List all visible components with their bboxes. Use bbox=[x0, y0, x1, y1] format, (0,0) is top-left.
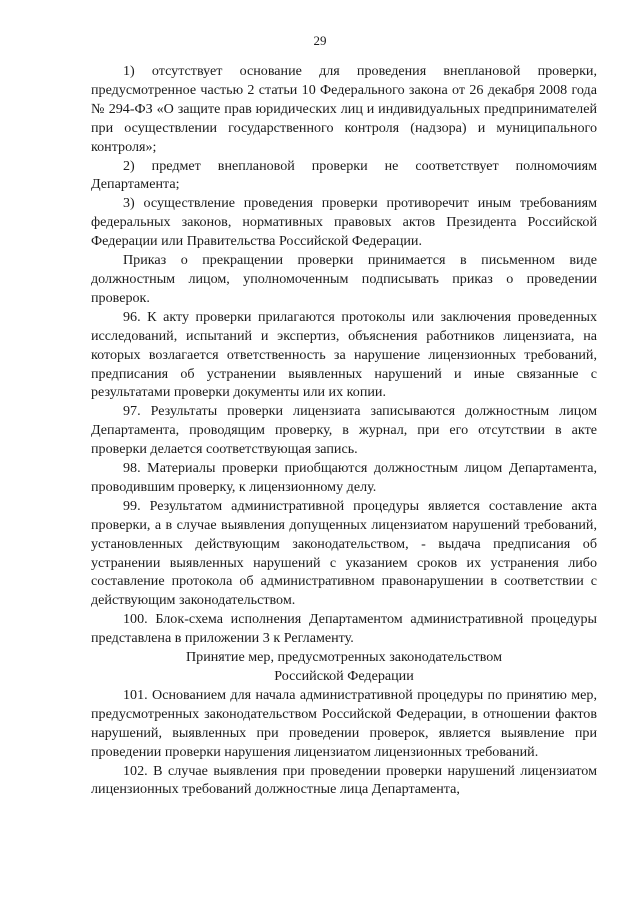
paragraph: 2) предмет внеплановой проверки не соответствует полномочиям Департамента; bbox=[91, 157, 597, 193]
paragraph: 1) отсутствует основание для проведения внеплановой проверки, предусмотренное частью 2 статьи 10 Федерального закона от 26 декабря 2008 года № 294-ФЗ «О защите прав юридических лиц и индивидуальных предпринимателей при осуществлении государственного контроля (надзора) и муниципального контроля»; bbox=[91, 63, 597, 155]
paragraph: 96. К акту проверки прилагаются протоколы или заключения проведенных исследований, испытаний и экспертиз, объяснения работников лицензиата, на которых возлагается ответственность за нарушение лицензионных требований, предписания об устранении выявленных нарушений и иные связанные с результатами проверки документы или их копии. bbox=[91, 308, 597, 401]
document-body bbox=[91, 62, 597, 799]
paragraph: 97. Результаты проверки лицензиата записываются должностным лицом Департамента, проводящим проверку, в журнал, при его отсутствии в акте проверки делается соответствующая запись. bbox=[91, 403, 597, 458]
page-number: 29 bbox=[313, 33, 327, 48]
paragraph: Приказ о прекращении проверки принимается в письменном виде должностным лицом, уполномоченным подписывать приказ о проведении проверок. bbox=[91, 252, 597, 306]
paragraph: 100. Блок-схема исполнения Департаментом административной процедуры представлена в приложении 3 к Регламенту. bbox=[91, 611, 597, 647]
paragraph: 101. Основанием для начала административной процедуры по принятию мер, предусмотренных законодательством Российской Федерации, в отношении фактов нарушений, выявленных при проведении проверок, является выявление при проведении проверки нарушения лицензиатом лицензионных требований. bbox=[91, 686, 597, 760]
paragraph: 3) осуществление проведения проверки противоречит иным требованиям федеральных законов, нормативных правовых актов Президента Российской Федерации или Правительства Российской Федерации. bbox=[91, 195, 597, 250]
section-heading: Принятие мер, предусмотренных законодательством Российской Федерации bbox=[185, 649, 502, 684]
paragraph: 99. Результатом административной процедуры является составление акта проверки, а в случае выявления допущенных лицензиатом нарушений требований, установленных действующим законодательством, - выдача предписания об устранении выявленных нарушений с указанием сроков их устранения либо составление протокола об административном правонарушении в соответствии с действующим законодательством. bbox=[91, 497, 597, 609]
paragraph: 98. Материалы проверки приобщаются должностным лицом Департамента, проводившим проверку, к лицензионному делу. bbox=[91, 460, 597, 495]
paragraph: 102. В случае выявления при проведении проверки нарушений лицензиатом лицензионных требований должностные лица Департамента, bbox=[91, 762, 597, 798]
